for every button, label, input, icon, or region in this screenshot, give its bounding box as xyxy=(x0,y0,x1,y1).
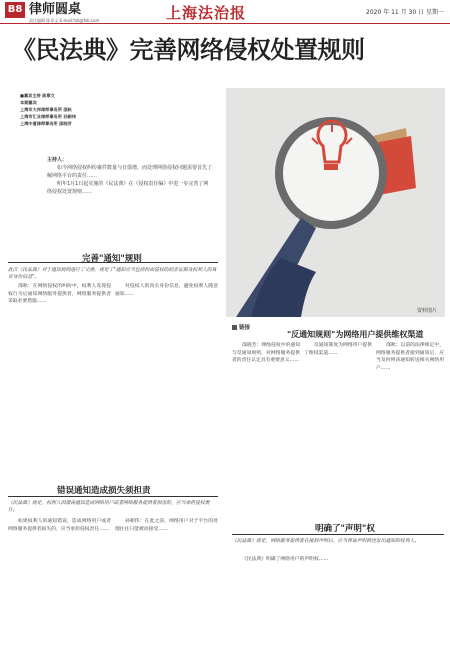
square-icon xyxy=(232,325,237,330)
article-column xyxy=(115,518,218,664)
article-column xyxy=(232,556,444,664)
illustration-caption: 资料图片 xyxy=(416,308,437,314)
credit-line: 上海市大邦律师事务所 邵秋 xyxy=(20,107,72,112)
section-heading: 完善"通知"规则 xyxy=(82,254,142,264)
issue-date: 2020 年 11 月 30 日 星期一 xyxy=(366,9,444,16)
divider xyxy=(232,534,444,535)
article-column xyxy=(304,342,372,510)
page-header xyxy=(0,0,450,24)
credit-line: 上海中夏律师事务所 邵晓芳 xyxy=(20,121,72,126)
credit-line: 本期嘉宾 xyxy=(20,100,37,105)
article-column xyxy=(8,518,111,664)
body-text: 邵晓芳：网络侵权中的通知与反通知规则，对网络服务提供者的责任认定具有重要意义…… xyxy=(232,343,300,363)
link-tag xyxy=(232,323,250,331)
divider xyxy=(8,496,218,497)
host-paragraph: 如今网络侵权纠纷案件数量与日俱增，而处理网络侵权问题需要首先了解网络平台的责任…… xyxy=(47,165,213,179)
credit-line: 上海市汇业律师事务所 孙朝伟 xyxy=(20,114,76,119)
body-text: 如果权利人的通知错误，造成网络用户或者网络服务提供者损失的，应当承担侵权责任…… xyxy=(8,519,111,532)
host-paragraph: 明年1月1日起实施的《民法典》在《侵权责任编》中进一步完善了网络侵权处置规则…… xyxy=(47,181,209,195)
host-intro xyxy=(47,156,212,196)
section-heading: 错误通知造成损失须担责 xyxy=(57,486,151,496)
divider xyxy=(8,262,218,263)
section-lead: 此次《民法典》对于通知规则进行了完善，规定了"通知应当包括构成侵权的初步证据及权利人的真实身份信息"。 xyxy=(8,268,217,280)
article-column xyxy=(115,283,218,473)
editor-meta: 责任编辑 陈章文 E-mail:fzb@fzb.com xyxy=(29,18,100,23)
headline: 《民法典》完善网络侵权处置规则 xyxy=(12,36,365,64)
section-lead: 《民法典》规定，权利人因错误通知造成网络用户或者网络服务提供者损害的，应当承担侵权责任。 xyxy=(8,501,210,513)
link-label: 链接 xyxy=(239,325,251,331)
illustration xyxy=(226,88,445,317)
section-lead: 《民法典》规定，网络服务提供者在接到声明后，应当将该声明转送发出通知的权利人。 xyxy=(232,539,420,544)
body-text: 邵秋：以前的法律规定中，网络服务提供者接到通知后，应当及时将该通知转送相关网络用户…… xyxy=(376,343,444,371)
article-column xyxy=(8,283,111,473)
body-text: 反通知制度为网络用户提供了维权渠道…… xyxy=(304,343,372,356)
body-text: 对侵权人的真实身份信息，避免权利人随意通知…… xyxy=(115,284,218,297)
credits xyxy=(20,92,76,127)
newspaper-logo: 上海法治报 xyxy=(166,4,247,22)
credit-line: ■嘉宾主持 陈章文 xyxy=(20,93,55,98)
article-column xyxy=(232,342,300,510)
section-heading: 明确了"声明"权 xyxy=(315,524,375,534)
host-label: 主持人： xyxy=(47,157,68,163)
page-number: B8 xyxy=(5,2,25,18)
body-text: 《民法典》明确了网络用户的声明权…… xyxy=(242,557,329,562)
body-text: 孙朝伟：在此之前，网络用户对于平台的处理往往只能被动接受…… xyxy=(115,519,218,532)
section-heading: "反通知规则"为网络用户提供维权渠道 xyxy=(287,330,424,339)
section-title: 律师圆桌 xyxy=(29,2,82,17)
body-text: 邵秋：在网络侵权的纠纷中，权利人发现侵权行为后通知网络服务提供者，网络服务提供者采取必要措施…… xyxy=(8,284,111,304)
article-column xyxy=(376,342,444,510)
magnifier-bulb-illustration xyxy=(226,88,445,317)
